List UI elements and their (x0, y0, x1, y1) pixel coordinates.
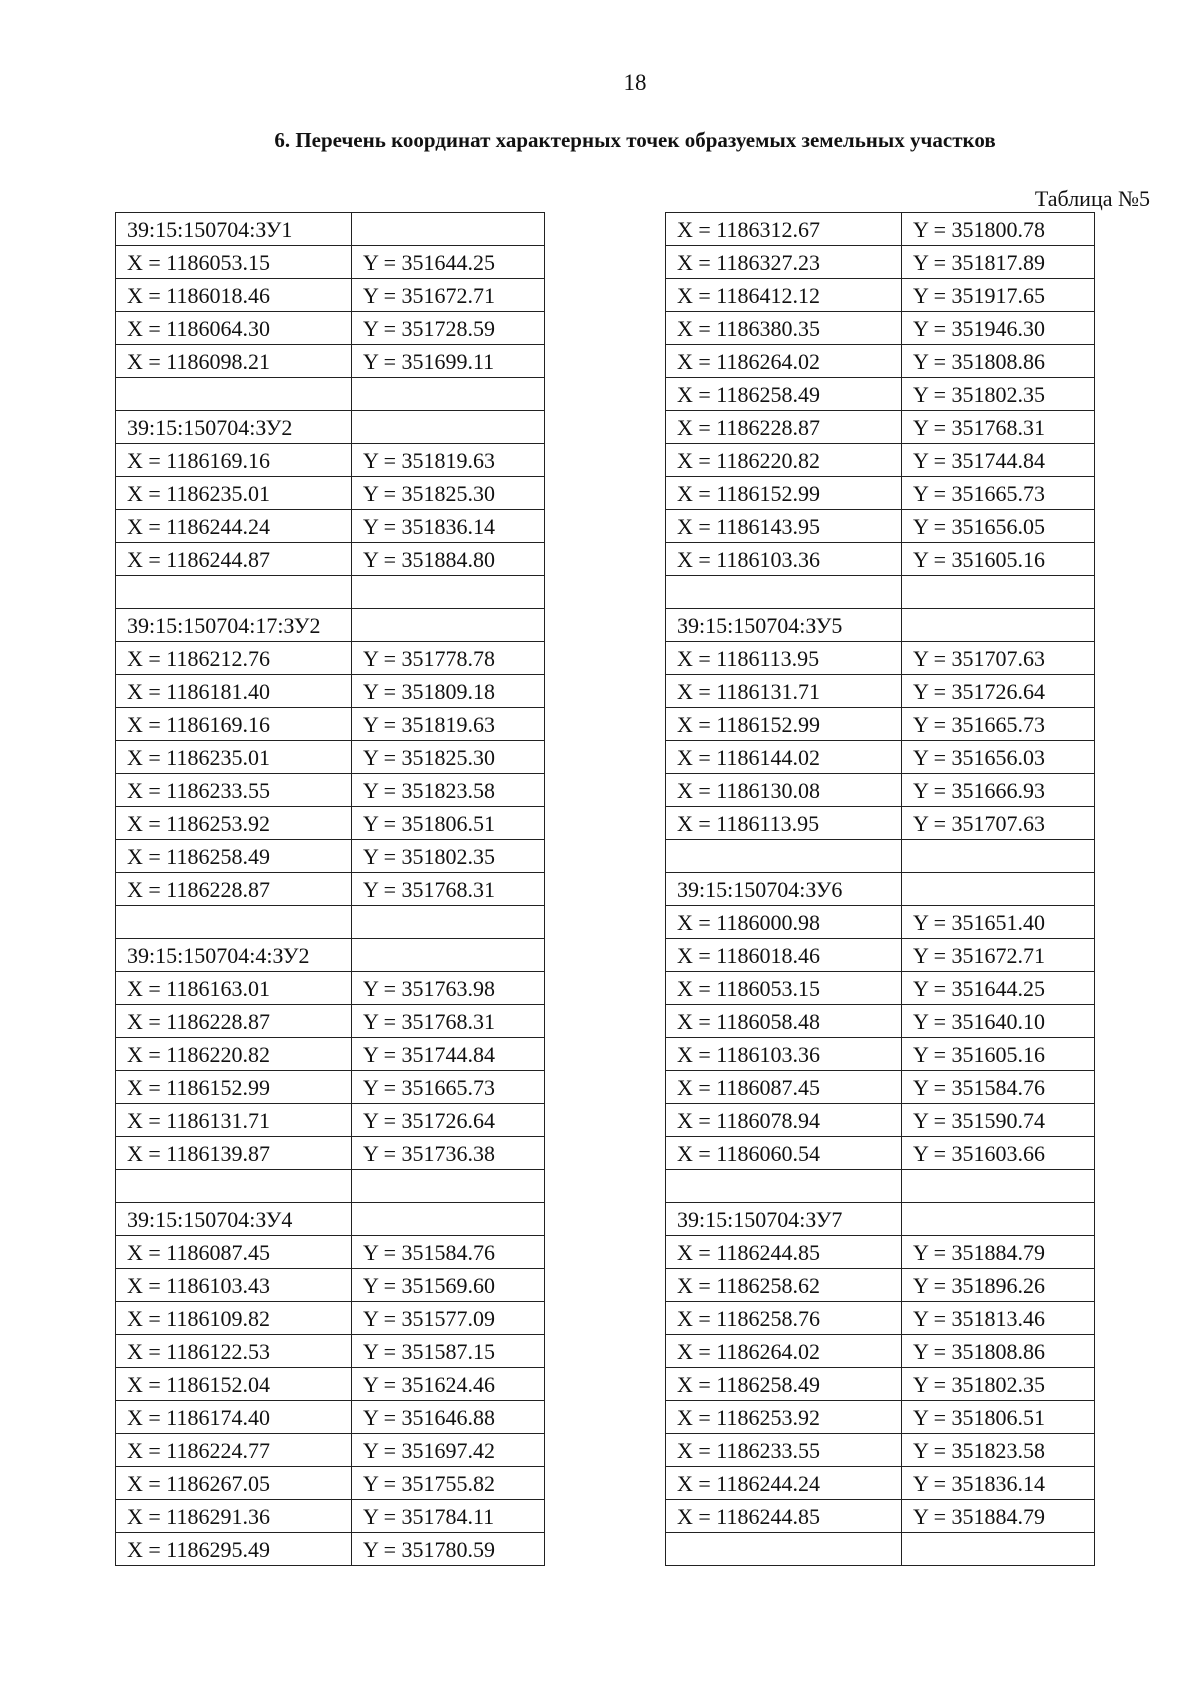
y-coordinate-cell: Y = 351784.11 (352, 1500, 545, 1533)
y-coordinate-cell: Y = 351665.73 (902, 708, 1095, 741)
table-row (116, 213, 545, 246)
x-coordinate-cell: X = 1186103.36 (666, 543, 902, 576)
x-coordinate-cell: 39:15:150704:4:ЗУ2 (116, 939, 352, 972)
table-row (116, 345, 545, 378)
x-coordinate-cell: X = 1186264.02 (666, 345, 902, 378)
x-coordinate-cell: X = 1186103.36 (666, 1038, 902, 1071)
table-row (116, 840, 545, 873)
y-coordinate-cell: Y = 351726.64 (902, 675, 1095, 708)
y-coordinate-cell: Y = 351917.65 (902, 279, 1095, 312)
x-coordinate-cell: X = 1186291.36 (116, 1500, 352, 1533)
y-coordinate-cell: Y = 351768.31 (352, 873, 545, 906)
y-coordinate-cell: Y = 351672.71 (352, 279, 545, 312)
table-row (116, 1269, 545, 1302)
table-caption: Таблица №5 (1034, 186, 1150, 211)
x-coordinate-cell: X = 1186258.49 (116, 840, 352, 873)
table-row (116, 741, 545, 774)
y-coordinate-cell: Y = 351768.31 (352, 1005, 545, 1038)
table-row (116, 1368, 545, 1401)
table-row (666, 312, 1095, 345)
y-coordinate-cell: Y = 351646.88 (352, 1401, 545, 1434)
table-row (666, 246, 1095, 279)
table-row (666, 906, 1095, 939)
table-row (666, 1269, 1095, 1302)
table-row (666, 939, 1095, 972)
x-coordinate-cell: X = 1186264.02 (666, 1335, 902, 1368)
table-row (666, 543, 1095, 576)
table-row (666, 642, 1095, 675)
x-coordinate-cell: 39:15:150704:ЗУ7 (666, 1203, 902, 1236)
x-coordinate-cell: X = 1186103.43 (116, 1269, 352, 1302)
table-row (116, 576, 545, 609)
table-row (116, 1335, 545, 1368)
table-row (116, 1104, 545, 1137)
y-coordinate-cell: Y = 351744.84 (352, 1038, 545, 1071)
table-row (666, 708, 1095, 741)
x-coordinate-cell: X = 1186087.45 (666, 1071, 902, 1104)
x-coordinate-cell: X = 1186244.85 (666, 1236, 902, 1269)
x-coordinate-cell: X = 1186181.40 (116, 675, 352, 708)
y-coordinate-cell: Y = 351640.10 (902, 1005, 1095, 1038)
x-coordinate-cell: X = 1186018.46 (116, 279, 352, 312)
table-row (666, 1005, 1095, 1038)
x-coordinate-cell: 39:15:150704:ЗУ2 (116, 411, 352, 444)
y-coordinate-cell: Y = 351802.35 (902, 1368, 1095, 1401)
y-coordinate-cell: Y = 351800.78 (902, 213, 1095, 246)
x-coordinate-cell: X = 1186258.49 (666, 378, 902, 411)
y-coordinate-cell: Y = 351665.73 (902, 477, 1095, 510)
y-coordinate-cell (352, 576, 545, 609)
x-coordinate-cell: X = 1186113.95 (666, 642, 902, 675)
table-row (116, 1533, 545, 1566)
y-coordinate-cell: Y = 351806.51 (352, 807, 545, 840)
x-coordinate-cell: X = 1186253.92 (116, 807, 352, 840)
y-coordinate-cell: Y = 351778.78 (352, 642, 545, 675)
table-row (116, 246, 545, 279)
coordinates-table-right (665, 212, 1095, 1566)
page-number: 18 (623, 70, 647, 95)
y-coordinate-cell: Y = 351624.46 (352, 1368, 545, 1401)
y-coordinate-cell (352, 609, 545, 642)
coordinates-table-left (115, 212, 545, 1566)
y-coordinate-cell: Y = 351802.35 (902, 378, 1095, 411)
x-coordinate-cell: X = 1186224.77 (116, 1434, 352, 1467)
y-coordinate-cell: Y = 351584.76 (902, 1071, 1095, 1104)
y-coordinate-cell: Y = 351808.86 (902, 345, 1095, 378)
x-coordinate-cell: X = 1186233.55 (116, 774, 352, 807)
y-coordinate-cell (902, 873, 1095, 906)
x-coordinate-cell: X = 1186327.23 (666, 246, 902, 279)
x-coordinate-cell: X = 1186258.62 (666, 1269, 902, 1302)
y-coordinate-cell (352, 378, 545, 411)
y-coordinate-cell: Y = 351836.14 (352, 510, 545, 543)
x-coordinate-cell: X = 1186122.53 (116, 1335, 352, 1368)
x-coordinate-cell: X = 1186174.40 (116, 1401, 352, 1434)
y-coordinate-cell (902, 1533, 1095, 1566)
x-coordinate-cell: X = 1186018.46 (666, 939, 902, 972)
y-coordinate-cell: Y = 351590.74 (902, 1104, 1095, 1137)
y-coordinate-cell: Y = 351605.16 (902, 1038, 1095, 1071)
y-coordinate-cell: Y = 351768.31 (902, 411, 1095, 444)
x-coordinate-cell (666, 1533, 902, 1566)
table-row (116, 774, 545, 807)
table-row (116, 279, 545, 312)
table-row (666, 1467, 1095, 1500)
y-coordinate-cell: Y = 351802.35 (352, 840, 545, 873)
y-coordinate-cell: Y = 351763.98 (352, 972, 545, 1005)
y-coordinate-cell: Y = 351672.71 (902, 939, 1095, 972)
table-row (666, 510, 1095, 543)
x-coordinate-cell: 39:15:150704:ЗУ5 (666, 609, 902, 642)
table-row (666, 345, 1095, 378)
y-coordinate-cell (902, 609, 1095, 642)
x-coordinate-cell: X = 1186258.76 (666, 1302, 902, 1335)
y-coordinate-cell (352, 906, 545, 939)
y-coordinate-cell (902, 1203, 1095, 1236)
table-row (666, 1170, 1095, 1203)
x-coordinate-cell: X = 1186131.71 (116, 1104, 352, 1137)
table-row (666, 1104, 1095, 1137)
x-coordinate-cell (116, 1170, 352, 1203)
table-row (666, 378, 1095, 411)
table-row (116, 378, 545, 411)
table-row (666, 1335, 1095, 1368)
x-coordinate-cell: X = 1186053.15 (666, 972, 902, 1005)
y-coordinate-cell: Y = 351809.18 (352, 675, 545, 708)
y-coordinate-cell: Y = 351656.05 (902, 510, 1095, 543)
x-coordinate-cell: X = 1186060.54 (666, 1137, 902, 1170)
y-coordinate-cell: Y = 351884.80 (352, 543, 545, 576)
y-coordinate-cell (902, 840, 1095, 873)
y-coordinate-cell: Y = 351707.63 (902, 807, 1095, 840)
y-coordinate-cell: Y = 351946.30 (902, 312, 1095, 345)
x-coordinate-cell: X = 1186058.48 (666, 1005, 902, 1038)
x-coordinate-cell: X = 1186235.01 (116, 741, 352, 774)
y-coordinate-cell: Y = 351819.63 (352, 708, 545, 741)
x-coordinate-cell: X = 1186295.49 (116, 1533, 352, 1566)
table-row (116, 906, 545, 939)
y-coordinate-cell: Y = 351603.66 (902, 1137, 1095, 1170)
x-coordinate-cell: X = 1186109.82 (116, 1302, 352, 1335)
x-coordinate-cell: X = 1186228.87 (666, 411, 902, 444)
table-row (666, 1137, 1095, 1170)
y-coordinate-cell: Y = 351577.09 (352, 1302, 545, 1335)
y-coordinate-cell: Y = 351644.25 (902, 972, 1095, 1005)
table-row (666, 1368, 1095, 1401)
x-coordinate-cell: X = 1186244.24 (666, 1467, 902, 1500)
x-coordinate-cell: X = 1186131.71 (666, 675, 902, 708)
x-coordinate-cell (116, 906, 352, 939)
y-coordinate-cell: Y = 351605.16 (902, 543, 1095, 576)
table-row (666, 840, 1095, 873)
y-coordinate-cell: Y = 351806.51 (902, 1401, 1095, 1434)
y-coordinate-cell: Y = 351569.60 (352, 1269, 545, 1302)
x-coordinate-cell: X = 1186087.45 (116, 1236, 352, 1269)
table-row (116, 675, 545, 708)
x-coordinate-cell: X = 1186244.87 (116, 543, 352, 576)
table-row (666, 576, 1095, 609)
table-row (666, 444, 1095, 477)
x-coordinate-cell (666, 840, 902, 873)
y-coordinate-cell: Y = 351584.76 (352, 1236, 545, 1269)
y-coordinate-cell (352, 213, 545, 246)
x-coordinate-cell: X = 1186152.99 (666, 708, 902, 741)
table-row (666, 1401, 1095, 1434)
table-row (116, 543, 545, 576)
x-coordinate-cell: X = 1186152.99 (116, 1071, 352, 1104)
table-row (116, 1071, 545, 1104)
y-coordinate-cell: Y = 351728.59 (352, 312, 545, 345)
x-coordinate-cell: 39:15:150704:ЗУ1 (116, 213, 352, 246)
table-row (116, 1467, 545, 1500)
table-row (116, 972, 545, 1005)
x-coordinate-cell: X = 1186098.21 (116, 345, 352, 378)
x-coordinate-cell: X = 1186113.95 (666, 807, 902, 840)
x-coordinate-cell: X = 1186078.94 (666, 1104, 902, 1137)
table-row (116, 642, 545, 675)
x-coordinate-cell: X = 1186267.05 (116, 1467, 352, 1500)
y-coordinate-cell: Y = 351726.64 (352, 1104, 545, 1137)
table-row (666, 1203, 1095, 1236)
table-row (116, 1203, 545, 1236)
table-row (666, 1302, 1095, 1335)
y-coordinate-cell: Y = 351819.63 (352, 444, 545, 477)
x-coordinate-cell: X = 1186169.16 (116, 444, 352, 477)
table-row (666, 1500, 1095, 1533)
table-row (116, 510, 545, 543)
table-row (116, 444, 545, 477)
y-coordinate-cell: Y = 351666.93 (902, 774, 1095, 807)
x-coordinate-cell (116, 576, 352, 609)
table-row (666, 1533, 1095, 1566)
x-coordinate-cell: 39:15:150704:ЗУ6 (666, 873, 902, 906)
x-coordinate-cell: 39:15:150704:ЗУ4 (116, 1203, 352, 1236)
y-coordinate-cell: Y = 351656.03 (902, 741, 1095, 774)
table-row (116, 1500, 545, 1533)
x-coordinate-cell (666, 576, 902, 609)
x-coordinate-cell: X = 1186152.04 (116, 1368, 352, 1401)
table-row (116, 1401, 545, 1434)
y-coordinate-cell (352, 939, 545, 972)
y-coordinate-cell: Y = 351755.82 (352, 1467, 545, 1500)
x-coordinate-cell (666, 1170, 902, 1203)
x-coordinate-cell: X = 1186235.01 (116, 477, 352, 510)
y-coordinate-cell (352, 411, 545, 444)
x-coordinate-cell: X = 1186152.99 (666, 477, 902, 510)
table-row (666, 741, 1095, 774)
y-coordinate-cell: Y = 351884.79 (902, 1236, 1095, 1269)
y-coordinate-cell: Y = 351896.26 (902, 1269, 1095, 1302)
table-row (666, 609, 1095, 642)
x-coordinate-cell: X = 1186220.82 (116, 1038, 352, 1071)
x-coordinate-cell: X = 1186312.67 (666, 213, 902, 246)
table-row (666, 1038, 1095, 1071)
table-row (116, 1236, 545, 1269)
x-coordinate-cell: 39:15:150704:17:ЗУ2 (116, 609, 352, 642)
y-coordinate-cell (352, 1170, 545, 1203)
x-coordinate-cell: X = 1186233.55 (666, 1434, 902, 1467)
x-coordinate-cell: X = 1186228.87 (116, 873, 352, 906)
x-coordinate-cell: X = 1186144.02 (666, 741, 902, 774)
y-coordinate-cell: Y = 351813.46 (902, 1302, 1095, 1335)
y-coordinate-cell (902, 1170, 1095, 1203)
y-coordinate-cell: Y = 351699.11 (352, 345, 545, 378)
table-row (116, 411, 545, 444)
table-row (116, 807, 545, 840)
y-coordinate-cell: Y = 351744.84 (902, 444, 1095, 477)
table-row (116, 1302, 545, 1335)
table-row (666, 1434, 1095, 1467)
x-coordinate-cell (116, 378, 352, 411)
table-row (666, 477, 1095, 510)
x-coordinate-cell: X = 1186380.35 (666, 312, 902, 345)
y-coordinate-cell: Y = 351836.14 (902, 1467, 1095, 1500)
x-coordinate-cell: X = 1186244.85 (666, 1500, 902, 1533)
coordinates-table-left-body (116, 213, 545, 1566)
x-coordinate-cell: X = 1186220.82 (666, 444, 902, 477)
x-coordinate-cell: X = 1186130.08 (666, 774, 902, 807)
x-coordinate-cell: X = 1186244.24 (116, 510, 352, 543)
table-row (116, 477, 545, 510)
x-coordinate-cell: X = 1186169.16 (116, 708, 352, 741)
y-coordinate-cell: Y = 351780.59 (352, 1533, 545, 1566)
table-row (116, 1005, 545, 1038)
y-coordinate-cell: Y = 351808.86 (902, 1335, 1095, 1368)
table-row (666, 675, 1095, 708)
table-row (116, 609, 545, 642)
x-coordinate-cell: X = 1186053.15 (116, 246, 352, 279)
table-row (666, 774, 1095, 807)
table-row (666, 1071, 1095, 1104)
x-coordinate-cell: X = 1186412.12 (666, 279, 902, 312)
x-coordinate-cell: X = 1186000.98 (666, 906, 902, 939)
table-row (116, 939, 545, 972)
table-row (116, 873, 545, 906)
table-row (116, 708, 545, 741)
table-row (666, 411, 1095, 444)
table-row (666, 972, 1095, 1005)
y-coordinate-cell: Y = 351884.79 (902, 1500, 1095, 1533)
table-row (116, 1137, 545, 1170)
x-coordinate-cell: X = 1186212.76 (116, 642, 352, 675)
table-row (666, 279, 1095, 312)
y-coordinate-cell: Y = 351707.63 (902, 642, 1095, 675)
table-row (116, 312, 545, 345)
y-coordinate-cell (352, 1203, 545, 1236)
x-coordinate-cell: X = 1186253.92 (666, 1401, 902, 1434)
coordinates-table-right-body (666, 213, 1095, 1566)
y-coordinate-cell: Y = 351587.15 (352, 1335, 545, 1368)
x-coordinate-cell: X = 1186064.30 (116, 312, 352, 345)
table-row (116, 1434, 545, 1467)
y-coordinate-cell: Y = 351817.89 (902, 246, 1095, 279)
y-coordinate-cell: Y = 351823.58 (352, 774, 545, 807)
x-coordinate-cell: X = 1186163.01 (116, 972, 352, 1005)
table-row (666, 807, 1095, 840)
y-coordinate-cell: Y = 351823.58 (902, 1434, 1095, 1467)
x-coordinate-cell: X = 1186258.49 (666, 1368, 902, 1401)
y-coordinate-cell: Y = 351736.38 (352, 1137, 545, 1170)
y-coordinate-cell: Y = 351665.73 (352, 1071, 545, 1104)
table-row (666, 213, 1095, 246)
y-coordinate-cell: Y = 351825.30 (352, 477, 545, 510)
y-coordinate-cell: Y = 351825.30 (352, 741, 545, 774)
y-coordinate-cell: Y = 351651.40 (902, 906, 1095, 939)
y-coordinate-cell: Y = 351644.25 (352, 246, 545, 279)
table-row (666, 1236, 1095, 1269)
y-coordinate-cell (902, 576, 1095, 609)
x-coordinate-cell: X = 1186139.87 (116, 1137, 352, 1170)
x-coordinate-cell: X = 1186228.87 (116, 1005, 352, 1038)
y-coordinate-cell: Y = 351697.42 (352, 1434, 545, 1467)
section-heading: 6. Перечень координат характерных точек образуемых земельных участков (274, 128, 996, 152)
table-row (116, 1038, 545, 1071)
table-row (116, 1170, 545, 1203)
x-coordinate-cell: X = 1186143.95 (666, 510, 902, 543)
table-row (666, 873, 1095, 906)
